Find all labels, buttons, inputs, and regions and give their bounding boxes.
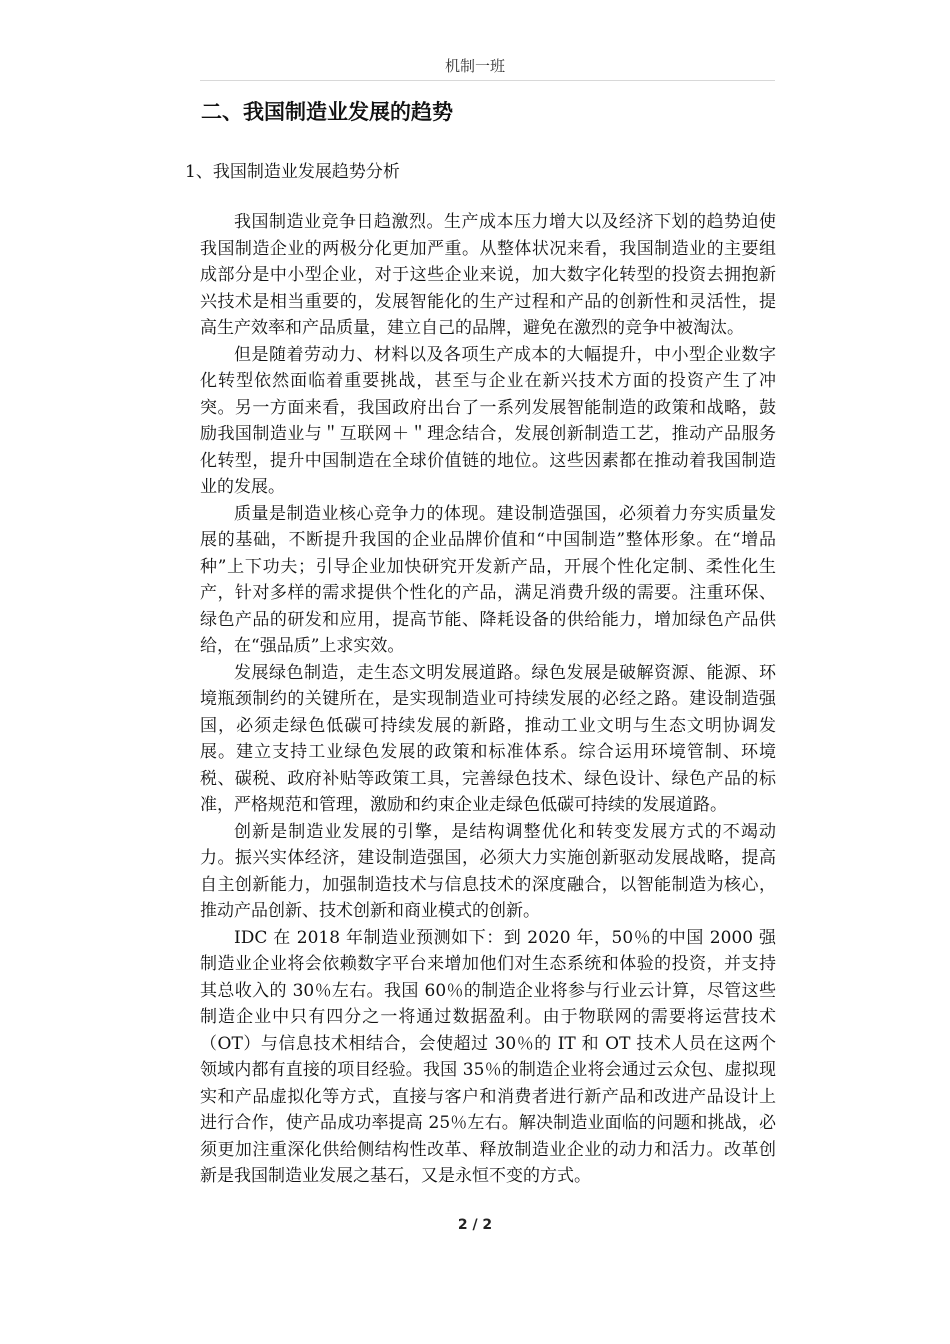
paragraph-5: 创新是制造业发展的引擎，是结构调整优化和转变发展方式的不竭动力。振兴实体经济，建设制造强国，必须大力实施创新驱动发展战略，提高自主创新能力，加强制造技术与信息技术的深度融合，以智能制造为核心，推动产品创新、技术创新和商业模式的创新。 [200,821,776,921]
header-divider [200,80,775,81]
paragraph-2: 但是随着劳动力、材料以及各项生产成本的大幅提升，中小型企业数字化转型依然面临着重要挑战，甚至与企业在新兴技术方面的投资产生了冲突。另一方面来看，我国政府出台了一系列发展智能制造的政策和战略，鼓励我国制造业与＂互联网＋＂理念结合，发展创新制造工艺，推动产品服务化转型，提升中国制造在全球价值链的地位。这些因素都在推动着我国制造业的发展。 [200,344,776,497]
paragraph-1: 我国制造业竞争日趋激烈。生产成本压力增大以及经济下划的趋势迫使我国制造企业的两极分化更加严重。从整体状况来看，我国制造业的主要组成部分是中小型企业，对于这些企业来说，加大数字化转型的投资去拥抱新兴技术是相当重要的，发展智能化的生产过程和产品的创新性和灵活性，提高生产效率和产品质量，建立自己的品牌，避免在激烈的竞争中被淘汰。 [200,212,776,338]
body-text [200,209,776,1190]
paragraph-6: IDC 在 2018 年制造业预测如下：到 2020 年，50％的中国 2000 强制造业企业将会依赖数字平台来增加他们对生态系统和体验的投资，并支持其总收入的 30％左右。我国 60％的制造企业将参与行业云计算，尽管这些制造企业中只有四分之一将通过数据盈利。由于物联网的需要将运营技术（OT）与信息技术相结合，会使超过 30％的 IT 和 OT 技术人员在这两个领域内都有直接的项目经验。我国 35％的制造企业将会通过云众包、虚拟现实和产品虚拟化等方式，直接与客户和消费者进行新产品和改进产品设计上进行合作，使产品成功率提高 25％左右。解决制造业面临的问题和挑战，必须更加注重深化供给侧结构性改革、释放制造业企业的动力和活力。改革创新是我国制造业发展之基石，又是永恒不变的方式。 [200,927,776,1186]
paragraph-3: 质量是制造业核心竞争力的体现。建设制造强国，必须着力夯实质量发展的基础，不断提升我国的企业品牌价值和“中国制造”整体形象。在“增品种”上下功夫；引导企业加快研究开发新产品，开展个性化定制、柔性化生产，针对多样的需求提供个性化的产品，满足消费升级的需要。注重环保、绿色产品的研发和应用，提高节能、降耗设备的供给能力，增加绿色产品供给，在“强品质”上求实效。 [200,503,776,656]
section-subheading: 1、我国制造业发展趋势分析 [185,162,400,182]
page-header: 机制一班 [444,57,505,75]
page-number: 2 / 2 [457,1217,493,1233]
section-heading: 二、我国制造业发展的趋势 [201,100,453,124]
paragraph-4: 发展绿色制造，走生态文明发展道路。绿色发展是破解资源、能源、环境瓶颈制约的关键所在，是实现制造业可持续发展的必经之路。建设制造强国，必须走绿色低碳可持续发展的新路，推动工业文明与生态文明协调发展。建立支持工业绿色发展的政策和标准体系。综合运用环境管制、环境税、碳税、政府补贴等政策工具，完善绿色技术、绿色设计、绿色产品的标准，严格规范和管理，激励和约束企业走绿色低碳可持续的发展道路。 [200,662,776,815]
